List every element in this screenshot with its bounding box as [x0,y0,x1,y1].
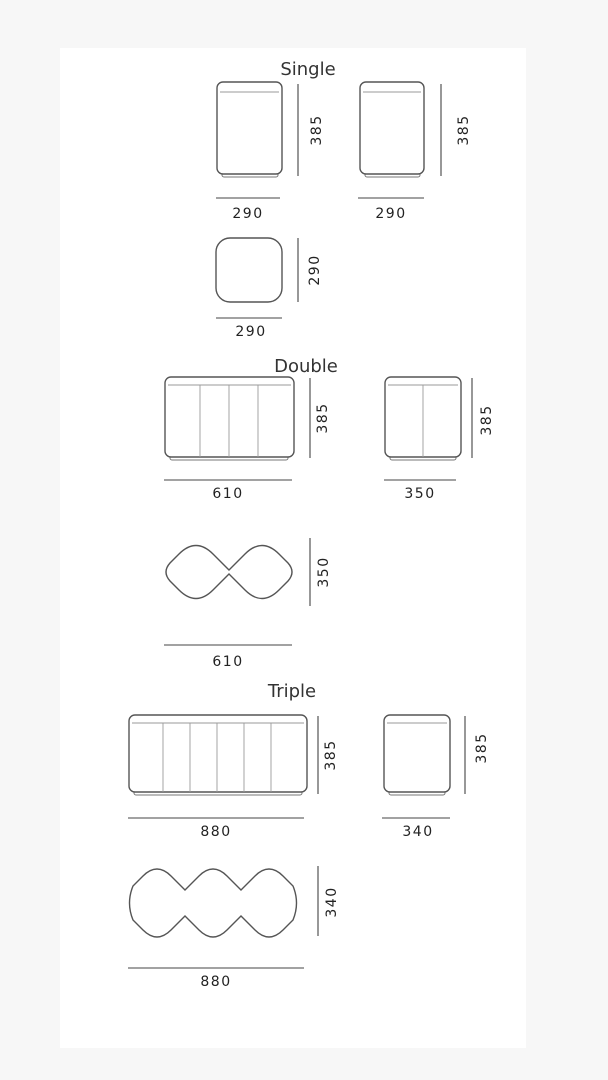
double-side-height-label: 385 [479,404,495,436]
section-title-triple: Triple [267,681,317,702]
single-top-width-label: 290 [235,324,267,340]
section-title-double: Double [274,356,338,377]
single-front-view-a [217,82,282,177]
triple-side-view [384,715,450,795]
triple-front-height-label: 385 [323,739,339,771]
triple-front-view [129,715,307,795]
single-b-width-label: 290 [375,206,407,222]
single-b-height-label: 385 [456,114,472,146]
double-top-depth-label: 350 [316,556,332,588]
single-a-width-label: 290 [232,206,264,222]
single-top-view [216,238,282,302]
double-side-width-label: 350 [404,486,436,502]
triple-side-width-label: 340 [402,824,434,840]
triple-top-view [130,869,297,937]
triple-side-height-label: 385 [474,732,490,764]
double-front-height-label: 385 [315,402,331,434]
double-side-view [385,377,461,460]
single-a-height-label: 385 [309,114,325,146]
double-front-width-label: 610 [212,486,244,502]
double-top-view [166,546,292,599]
triple-top-width-label: 880 [200,974,232,990]
single-top-depth-label: 290 [307,254,323,286]
double-front-view [165,377,294,460]
section-title-single: Single [280,59,336,80]
triple-top-depth-label: 340 [324,886,340,918]
double-top-width-label: 610 [212,654,244,670]
triple-front-width-label: 880 [200,824,232,840]
single-front-view-b [360,82,424,177]
